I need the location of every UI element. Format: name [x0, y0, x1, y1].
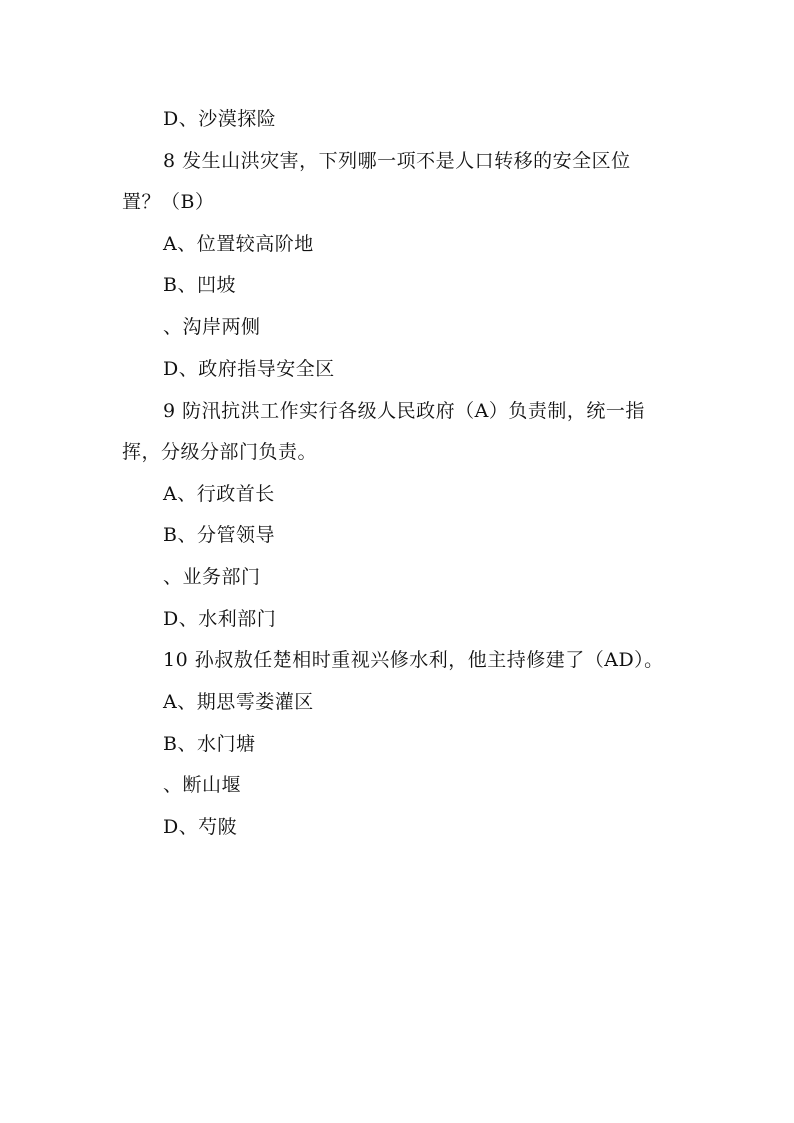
option-b-q9: B、分管领导 [163, 524, 275, 546]
option-d-q10: D、芍陂 [163, 816, 238, 838]
question-10-text: 10 孙叔敖任楚相时重视兴修水利，他主持修建了（AD）。 [163, 649, 664, 671]
option-d-q7: D、沙漠探险 [163, 108, 277, 130]
option-c-q10: 、断山堰 [163, 774, 242, 796]
option-c-q9: 、业务部门 [163, 566, 261, 588]
option-c-q8: 、沟岸两侧 [163, 316, 261, 338]
option-a-q8: A、位置较高阶地 [163, 233, 314, 255]
question-9-text: 9 防汛抗洪工作实行各级人民政府（A）负责制，统一指 [163, 400, 645, 422]
option-a-q9: A、行政首长 [163, 483, 275, 505]
question-9-text-cont: 挥，分级分部门负责。 [122, 441, 318, 463]
option-a-q10: A、期思雩娄灌区 [163, 691, 314, 713]
question-8-text-cont: 置？（B） [122, 191, 215, 213]
option-b-q8: B、凹坡 [163, 274, 236, 296]
question-8-text: 8 发生山洪灾害，下列哪一项不是人口转移的安全区位 [163, 150, 631, 172]
option-d-q8: D、政府指导安全区 [163, 358, 335, 380]
option-d-q9: D、水利部门 [163, 608, 277, 630]
option-b-q10: B、水门塘 [163, 733, 256, 755]
